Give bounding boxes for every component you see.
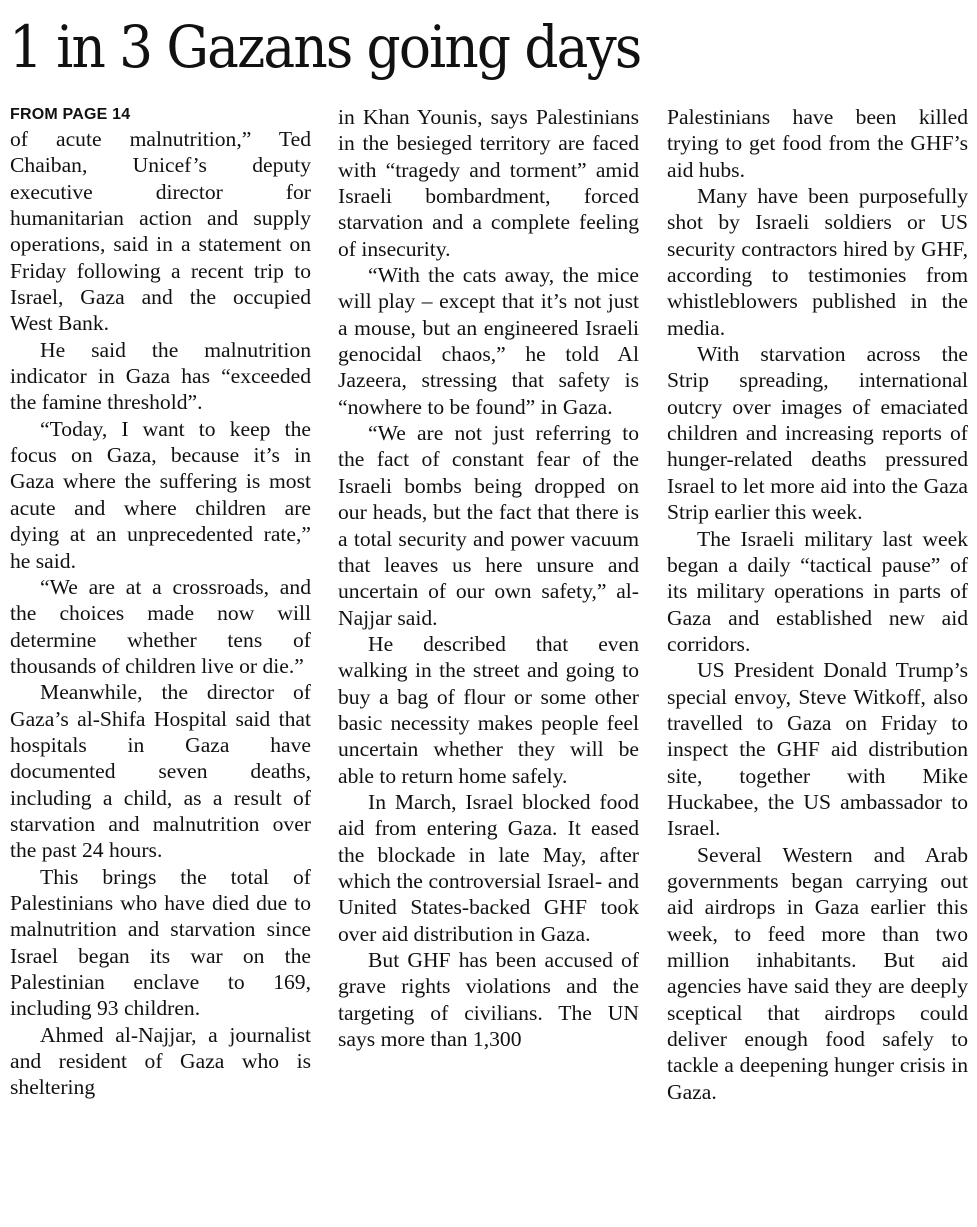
paragraph: But GHF has been accused of grave rights violations and the targeting of civilians. The UN says more than 1,300 (338, 948, 639, 1052)
paragraph: Palestinians have been killed trying to get food from the GHF’s aid hubs. (667, 105, 968, 182)
paragraph: In March, Israel blocked food aid from entering Gaza. It eased the blockade in late May, after which the controversial Israel- and United States-backed GHF took over aid distribution in Gaza. (338, 789, 639, 946)
paragraph: With starvation across the Strip spreading, international outcry over images of emaciated children and increasing reports of hunger-related deaths pressured Israel to let more aid into the Gaza Strip earlier this week. (667, 342, 968, 525)
article-column-3 (667, 104, 968, 1222)
paragraph: “We are not just referring to the fact of constant fear of the Israeli bombs being dropped on our heads, but the fact that there is a total security and power vacuum that leaves us here unsure and uncertain of our own safety,” al-Najjar said. (338, 421, 639, 630)
paragraph: “Today, I want to keep the focus on Gaza, because it’s in Gaza where the suffering is most acute and where children are dying at an unprecedented rate,” he said. (10, 416, 311, 573)
paragraph: Ahmed al-Najjar, a journalist and resident of Gaza who is sheltering (10, 1022, 311, 1100)
paragraph: US President Donald Trump’s special envoy, Steve Witkoff, also travelled to Gaza on Friday to inspect the GHF aid distribution site, together with Mike Huckabee, the US ambassador to Israel. (667, 658, 968, 841)
paragraph: Meanwhile, the director of Gaza’s al-Shifa Hospital said that hospitals in Gaza have documented seven deaths, including a child, as a result of starvation and malnutrition over the past 24 hours. (10, 680, 311, 863)
paragraph: He said the malnutrition indicator in Gaza has “exceeded the famine threshold”. (10, 337, 311, 415)
paragraph: The Israeli military last week began a daily “tactical pause” of its military operations in parts of Gaza and established new aid corridors. (667, 526, 968, 656)
paragraph: This brings the total of Palestinians who have died due to malnutrition and starvation since Israel began its war on the Palestinian enclave to 169, including 93 children. (10, 864, 311, 1021)
article-column-1 (10, 104, 311, 1222)
paragraph: Many have been purposefully shot by Israeli soldiers or US security contractors hired by GHF, according to testimonies from whistleblowers published in the media. (667, 184, 968, 340)
paragraph: of acute malnutrition,” Ted Chaiban, Unicef’s deputy executive director for humanitarian action and supply operations, said in a statement on Friday following a recent trip to Israel, Gaza and the occupied West Bank. (10, 127, 311, 336)
article-column-2 (338, 104, 639, 1222)
headline: 1 in 3 Gazans going days (9, 13, 641, 81)
paragraph: “We are at a crossroads, and the choices made now will determine whether tens of thousands of children live or die.” (10, 574, 311, 678)
paragraph: Several Western and Arab governments began carrying out aid airdrops in Gaza earlier this week, to feed more than two million inhabitants. But aid agencies have said they are deeply sceptical that airdrops could deliver enough food safely to tackle a deepening hunger crisis in Gaza. (667, 842, 968, 1104)
continued-from-label: FROM PAGE 14 (10, 106, 131, 123)
paragraph: He described that even walking in the street and going to buy a bag of flour or some other basic necessity makes people feel uncertain whether they will be able to return home safely. (338, 631, 639, 788)
paragraph: in Khan Younis, says Palestinians in the besieged territory are faced with “tragedy and torment” amid Israeli bombardment, forced starvation and a complete feeling of insecurity. (338, 105, 639, 261)
paragraph: “With the cats away, the mice will play – except that it’s not just a mouse, but an engineered Israeli genocidal chaos,” he told Al Jazeera, stressing that safety is “nowhere to be found” in Gaza. (338, 263, 639, 419)
